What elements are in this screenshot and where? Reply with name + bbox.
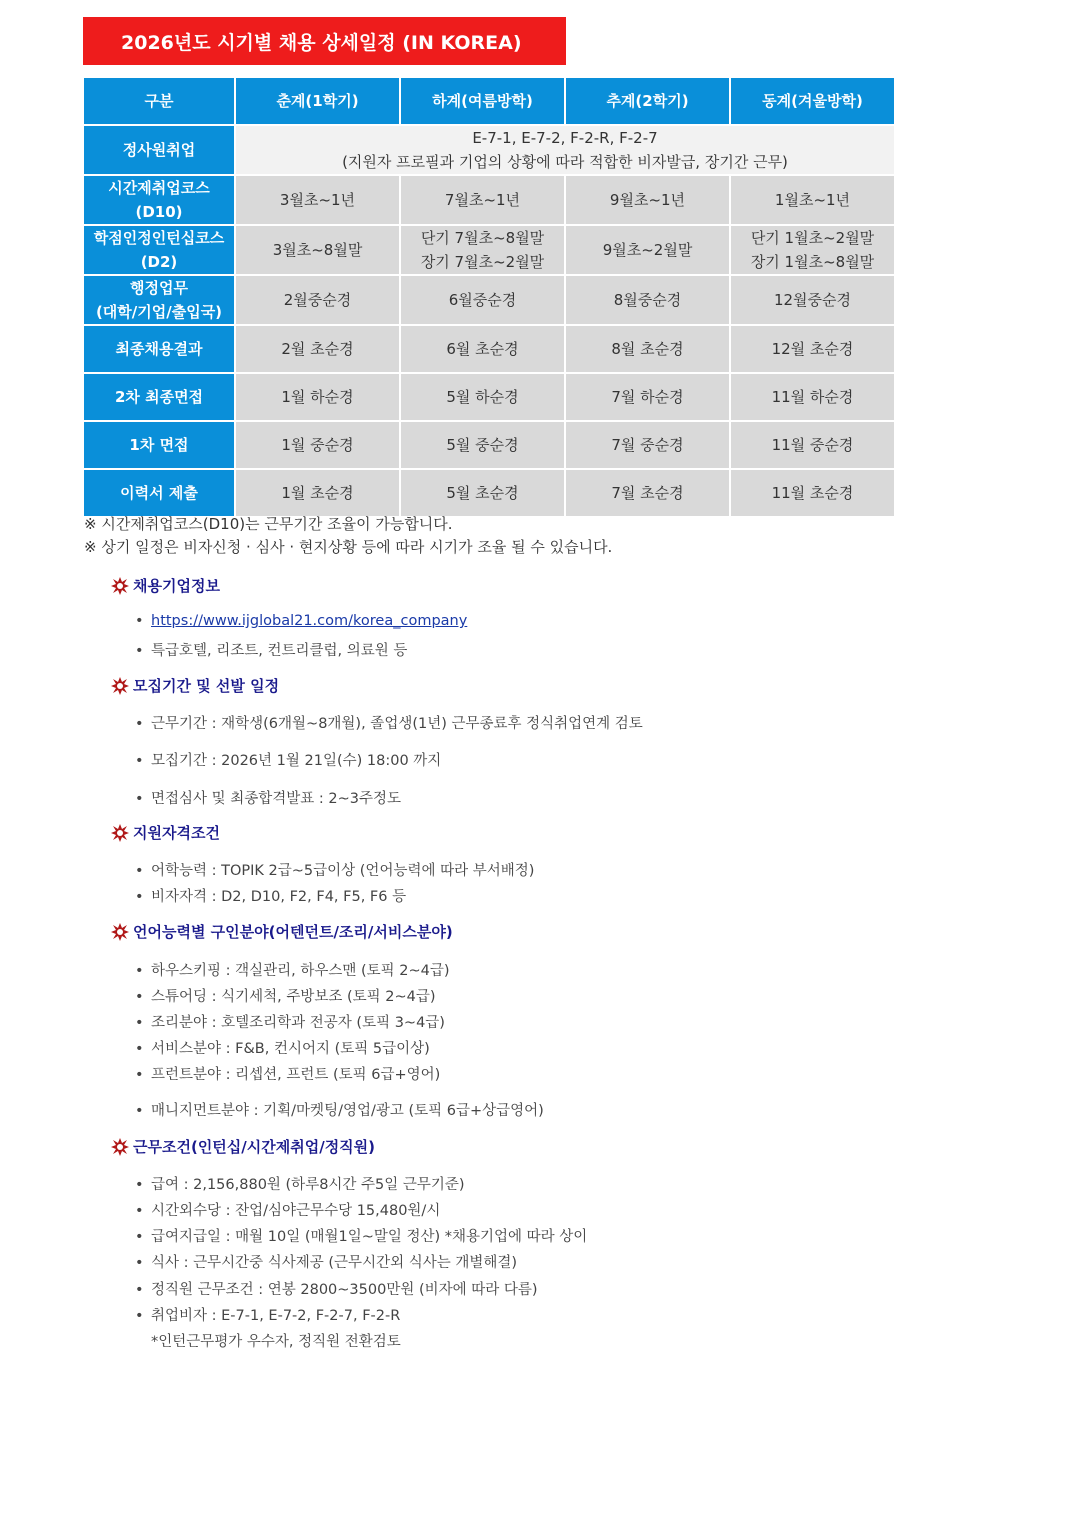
list-item: • https://www.ijglobal21.com/korea_company: [135, 613, 468, 629]
schedule-table: [82, 76, 896, 518]
table-cell: 12월중순경: [730, 275, 895, 325]
row-header-line: (D10): [135, 203, 183, 221]
row-header: [83, 225, 235, 275]
table-cell: 5월 중순경: [400, 421, 565, 469]
cell-line: E-7-1, E-7-2, F-2-R, F-2-7: [472, 129, 658, 147]
row-header-line: (대학/기업/출입국): [95, 303, 223, 321]
column-header: 구분: [83, 77, 235, 125]
table-cell: 7월 중순경: [565, 421, 730, 469]
table-row: [83, 469, 895, 517]
table-cell: 8월중순경: [565, 275, 730, 325]
list-item: • 하우스키핑 : 객실관리, 하우스맨 (토픽 2~4급): [135, 963, 450, 979]
list-item-text: 매니지먼트분야 : 기획/마켓팅/영업/광고 (토픽 6급+상급영어): [151, 1103, 544, 1119]
table-cell: 1월초~1년: [730, 175, 895, 225]
notes: [84, 513, 612, 559]
row-header-line: (D2): [140, 253, 178, 271]
table-cell: 11월 하순경: [730, 373, 895, 421]
list-item: • 서비스분야 : F&B, 컨시어지 (토픽 5급이상): [135, 1041, 430, 1057]
table-cell: 2월중순경: [235, 275, 400, 325]
section-title: 모집기간 및 선발 일정: [133, 677, 280, 695]
column-header: 하계(여름방학): [400, 77, 565, 125]
emblem-icon: [110, 823, 130, 843]
list-item: • 식사 : 근무시간중 식사제공 (근무시간외 식사는 개별해결): [135, 1255, 518, 1271]
section-heading-recruit: [110, 675, 279, 696]
section-heading-company: [110, 575, 220, 596]
row-header-line: 행정업무: [130, 279, 188, 297]
row-header: [83, 275, 235, 325]
table-cell: 12월 초순경: [730, 325, 895, 373]
list-item: • 조리분야 : 호텔조리학과 전공자 (토픽 3~4급): [135, 1015, 445, 1031]
table-row: [83, 325, 895, 373]
section-heading-qualify: [110, 822, 220, 843]
table-cell: 5월 초순경: [400, 469, 565, 517]
list-item-text: 프런트분야 : 리셉션, 프런트 (토픽 6급+영어): [151, 1067, 441, 1083]
cell-line: 장기 1월초~8월말: [750, 253, 875, 271]
table-cell: 6월 초순경: [400, 325, 565, 373]
row-header-line: 학점인정인턴십코스: [93, 229, 225, 247]
list-item-text: 시간외수당 : 잔업/심야근무수당 15,480원/시: [151, 1203, 441, 1219]
list-item-text: 조리분야 : 호텔조리학과 전공자 (토픽 3~4급): [151, 1015, 445, 1031]
list-item-text: 스튜어딩 : 식기세척, 주방보조 (토픽 2~4급): [151, 989, 436, 1005]
table-cell: 7월초~1년: [400, 175, 565, 225]
table-cell: 3월초~1년: [235, 175, 400, 225]
table-row: [83, 225, 895, 275]
cell-line: (지원자 프로필과 기업의 상황에 따라 적합한 비자발급, 장기간 근무): [342, 153, 788, 171]
list-item: • 프런트분야 : 리셉션, 프런트 (토픽 6급+영어): [135, 1067, 441, 1083]
section-title: 지원자격조건: [133, 824, 220, 842]
emblem-icon: [110, 922, 130, 942]
row-header-line: 시간제취업코스: [108, 179, 210, 197]
list-item-text: 어학능력 : TOPIK 2급~5급이상 (언어능력에 따라 부서배정): [151, 863, 535, 879]
list-item-text: 비자자격 : D2, D10, F2, F4, F5, F6 등: [151, 889, 407, 905]
page-title: 2026년도 시기별 채용 상세일정 (IN KOREA): [83, 17, 566, 65]
list-item: • 매니지먼트분야 : 기획/마켓팅/영업/광고 (토픽 6급+상급영어): [135, 1103, 544, 1119]
section-title: 채용기업정보: [133, 577, 220, 595]
list-item-text: 취업비자 : E-7-1, E-7-2, F-2-7, F-2-R: [151, 1308, 401, 1324]
section-heading-conditions: [110, 1136, 375, 1157]
list-item-text: 서비스분야 : F&B, 컨시어지 (토픽 5급이상): [151, 1041, 430, 1057]
cell-line: 단기 1월초~2월말: [750, 229, 875, 247]
list-item: • 어학능력 : TOPIK 2급~5급이상 (언어능력에 따라 부서배정): [135, 863, 535, 879]
table-cell: 6월중순경: [400, 275, 565, 325]
emblem-icon: [110, 576, 130, 596]
column-header: 춘계(1학기): [235, 77, 400, 125]
table-row: [83, 373, 895, 421]
list-item-text: 하우스키핑 : 객실관리, 하우스맨 (토픽 2~4급): [151, 963, 450, 979]
list-item: • 특급호텔, 리조트, 컨트리클럽, 의료원 등: [135, 643, 408, 659]
table-cell: 7월 초순경: [565, 469, 730, 517]
footnote: *인턴근무평가 우수자, 정직원 전환검토: [151, 1334, 401, 1350]
note-line: ※ 상기 일정은 비자신청 · 심사 · 현지상황 등에 따라 시기가 조율 될 수 있습니다.: [84, 538, 613, 556]
table-cell: [730, 225, 895, 275]
section-heading-fields: [110, 921, 453, 942]
section-title: 근무조건(인턴십/시간제취업/정직원): [133, 1138, 376, 1156]
list-item-text: 모집기간 : 2026년 1월 21일(수) 18:00 까지: [151, 753, 442, 769]
section-title: 언어능력별 구인분야(어텐던트/조리/서비스분야): [133, 923, 453, 941]
company-link[interactable]: https://www.ijglobal21.com/korea_company: [151, 613, 468, 629]
list-item: • 모집기간 : 2026년 1월 21일(수) 18:00 까지: [135, 753, 442, 769]
table-cell: 11월 중순경: [730, 421, 895, 469]
list-item: • 급여지급일 : 매월 10일 (매월1일~말일 정산) *채용기업에 따라 상이: [135, 1229, 588, 1245]
column-header: 동계(겨울방학): [730, 77, 895, 125]
row-header: 정사원취업: [83, 125, 235, 175]
table-cell: 2월 초순경: [235, 325, 400, 373]
list-item-text: 특급호텔, 리조트, 컨트리클럽, 의료원 등: [151, 643, 408, 659]
list-item-text: 근무기간 : 재학생(6개월~8개월), 졸업생(1년) 근무종료후 정식취업연계 검토: [151, 716, 643, 732]
list-item-text: 급여지급일 : 매월 10일 (매월1일~말일 정산) *채용기업에 따라 상이: [151, 1229, 588, 1245]
emblem-icon: [110, 676, 130, 696]
list-item: • 스튜어딩 : 식기세척, 주방보조 (토픽 2~4급): [135, 989, 436, 1005]
row-header: 1차 면접: [83, 421, 235, 469]
table-row: [83, 175, 895, 225]
table-cell: 8월 초순경: [565, 325, 730, 373]
list-item: • 비자자격 : D2, D10, F2, F4, F5, F6 등: [135, 889, 407, 905]
list-item-text: 정직원 근무조건 : 연봉 2800~3500만원 (비자에 따라 다름): [151, 1282, 538, 1298]
table-cell: 9월초~2월말: [565, 225, 730, 275]
list-item-text: 급여 : 2,156,880원 (하루8시간 주5일 근무기준): [151, 1177, 465, 1193]
row-header: 2차 최종면접: [83, 373, 235, 421]
table-cell: 1월 하순경: [235, 373, 400, 421]
table-cell: 1월 중순경: [235, 421, 400, 469]
table-cell: 3월초~8월말: [235, 225, 400, 275]
list-item-text: 면접심사 및 최종합격발표 : 2~3주정도: [151, 791, 402, 807]
row-header: [83, 175, 235, 225]
table-cell: 9월초~1년: [565, 175, 730, 225]
emblem-icon: [110, 1137, 130, 1157]
list-item: • 취업비자 : E-7-1, E-7-2, F-2-7, F-2-R: [135, 1308, 401, 1324]
list-item: • 급여 : 2,156,880원 (하루8시간 주5일 근무기준): [135, 1177, 465, 1193]
table-cell: [235, 125, 895, 175]
table-row: [83, 421, 895, 469]
list-item: • 근무기간 : 재학생(6개월~8개월), 졸업생(1년) 근무종료후 정식취업연계 검토: [135, 716, 643, 732]
list-item: • 정직원 근무조건 : 연봉 2800~3500만원 (비자에 따라 다름): [135, 1282, 538, 1298]
table-row: [83, 125, 895, 175]
list-item: • 면접심사 및 최종합격발표 : 2~3주정도: [135, 791, 402, 807]
list-item: • 시간외수당 : 잔업/심야근무수당 15,480원/시: [135, 1203, 441, 1219]
row-header: 최종채용결과: [83, 325, 235, 373]
table-cell: 11월 초순경: [730, 469, 895, 517]
table-cell: [400, 225, 565, 275]
column-header: 추계(2학기): [565, 77, 730, 125]
note-line: ※ 시간제취업코스(D10)는 근무기간 조율이 가능합니다.: [84, 515, 453, 533]
row-header: 이력서 제출: [83, 469, 235, 517]
table-cell: 1월 초순경: [235, 469, 400, 517]
cell-line: 장기 7월초~2월말: [420, 253, 545, 271]
cell-line: 단기 7월초~8월말: [420, 229, 545, 247]
table-cell: 7월 하순경: [565, 373, 730, 421]
list-item-text: 식사 : 근무시간중 식사제공 (근무시간외 식사는 개별해결): [151, 1255, 518, 1271]
table-header-row: [83, 77, 895, 125]
table-cell: 5월 하순경: [400, 373, 565, 421]
table-row: [83, 275, 895, 325]
